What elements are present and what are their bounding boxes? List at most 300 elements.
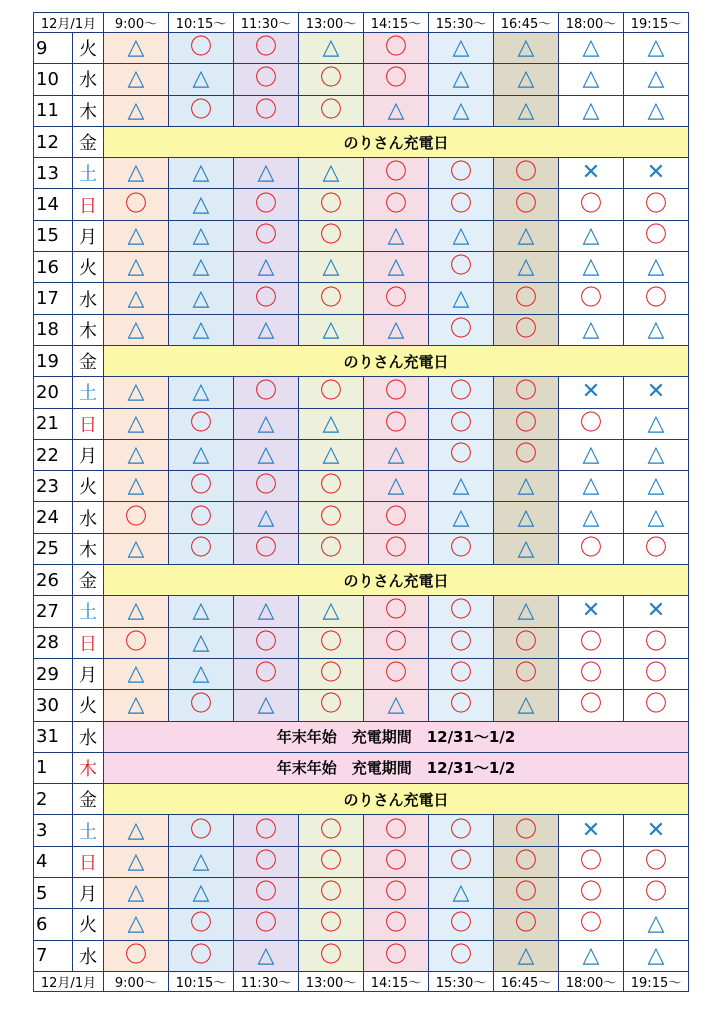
circle-mark: 〇 (559, 878, 624, 909)
weekday: 月 (73, 220, 104, 251)
triangle-mark: △ (624, 408, 689, 439)
triangle-mark: △ (494, 502, 559, 533)
circle-mark: 〇 (364, 408, 429, 439)
day-number: 20 (34, 377, 73, 408)
circle-mark: 〇 (299, 64, 364, 95)
triangle-mark: △ (169, 220, 234, 251)
charge-day-banner: のりさん充電日 (104, 126, 689, 157)
triangle-mark: △ (104, 533, 169, 564)
day-number: 11 (34, 95, 73, 126)
circle-mark: 〇 (429, 596, 494, 627)
circle-mark: 〇 (494, 158, 559, 189)
day-row (34, 784, 689, 815)
day-row (34, 658, 689, 689)
triangle-mark: △ (364, 252, 429, 283)
header-month-label: 12月/1月 (34, 13, 104, 33)
day-number: 2 (34, 784, 73, 815)
triangle-mark: △ (169, 252, 234, 283)
day-number: 7 (34, 940, 73, 971)
triangle-mark: △ (169, 658, 234, 689)
weekday: 金 (73, 126, 104, 157)
day-row (34, 940, 689, 971)
circle-mark: 〇 (494, 627, 559, 658)
circle-mark: 〇 (494, 377, 559, 408)
triangle-mark: △ (559, 940, 624, 971)
circle-mark: 〇 (234, 64, 299, 95)
weekday: 水 (73, 502, 104, 533)
triangle-mark: △ (104, 846, 169, 877)
weekday: 土 (73, 158, 104, 189)
day-number: 12 (34, 126, 73, 157)
cross-mark: ✕ (624, 377, 689, 408)
triangle-mark: △ (429, 220, 494, 251)
circle-mark: 〇 (299, 940, 364, 971)
circle-mark: 〇 (299, 815, 364, 846)
triangle-mark: △ (429, 471, 494, 502)
day-number: 26 (34, 565, 73, 596)
circle-mark: 〇 (429, 252, 494, 283)
footer-time-1: 10:15～ (169, 971, 234, 991)
day-row (34, 33, 689, 64)
day-number: 9 (34, 33, 73, 64)
weekday: 土 (73, 377, 104, 408)
day-row (34, 565, 689, 596)
circle-mark: 〇 (429, 658, 494, 689)
circle-mark: 〇 (624, 658, 689, 689)
triangle-mark: △ (624, 502, 689, 533)
circle-mark: 〇 (299, 283, 364, 314)
triangle-mark: △ (429, 878, 494, 909)
day-number: 5 (34, 878, 73, 909)
weekday: 月 (73, 439, 104, 470)
triangle-mark: △ (299, 314, 364, 345)
triangle-mark: △ (234, 940, 299, 971)
triangle-mark: △ (234, 596, 299, 627)
day-row (34, 502, 689, 533)
circle-mark: 〇 (169, 940, 234, 971)
triangle-mark: △ (429, 502, 494, 533)
day-row (34, 189, 689, 220)
footer-month-label: 12月/1月 (34, 971, 104, 991)
day-number: 25 (34, 533, 73, 564)
triangle-mark: △ (494, 533, 559, 564)
triangle-mark: △ (169, 158, 234, 189)
circle-mark: 〇 (299, 533, 364, 564)
cross-mark: ✕ (559, 596, 624, 627)
triangle-mark: △ (169, 377, 234, 408)
circle-mark: 〇 (494, 658, 559, 689)
circle-mark: 〇 (429, 377, 494, 408)
triangle-mark: △ (234, 439, 299, 470)
footer-time-2: 11:30～ (234, 971, 299, 991)
circle-mark: 〇 (299, 846, 364, 877)
day-row (34, 690, 689, 721)
circle-mark: 〇 (364, 33, 429, 64)
circle-mark: 〇 (494, 408, 559, 439)
triangle-mark: △ (364, 314, 429, 345)
triangle-mark: △ (169, 439, 234, 470)
triangle-mark: △ (104, 596, 169, 627)
circle-mark: 〇 (234, 283, 299, 314)
triangle-mark: △ (429, 283, 494, 314)
triangle-mark: △ (104, 283, 169, 314)
holiday-banner: 年末年始 充電期間 12/31～1/2 (104, 721, 689, 752)
header-time-1: 10:15～ (169, 13, 234, 33)
circle-mark: 〇 (104, 189, 169, 220)
triangle-mark: △ (234, 690, 299, 721)
triangle-mark: △ (234, 158, 299, 189)
circle-mark: 〇 (494, 815, 559, 846)
circle-mark: 〇 (494, 909, 559, 940)
circle-mark: 〇 (234, 815, 299, 846)
triangle-mark: △ (169, 64, 234, 95)
weekday: 月 (73, 878, 104, 909)
header-time-3: 13:00～ (299, 13, 364, 33)
triangle-mark: △ (494, 33, 559, 64)
header-row (34, 13, 689, 33)
day-row (34, 158, 689, 189)
weekday: 水 (73, 940, 104, 971)
circle-mark: 〇 (234, 220, 299, 251)
circle-mark: 〇 (494, 314, 559, 345)
circle-mark: 〇 (364, 377, 429, 408)
triangle-mark: △ (559, 502, 624, 533)
circle-mark: 〇 (364, 533, 429, 564)
triangle-mark: △ (624, 33, 689, 64)
day-number: 16 (34, 252, 73, 283)
circle-mark: 〇 (299, 220, 364, 251)
circle-mark: 〇 (364, 658, 429, 689)
circle-mark: 〇 (234, 471, 299, 502)
circle-mark: 〇 (624, 627, 689, 658)
circle-mark: 〇 (494, 189, 559, 220)
triangle-mark: △ (429, 64, 494, 95)
triangle-mark: △ (104, 377, 169, 408)
triangle-mark: △ (169, 283, 234, 314)
circle-mark: 〇 (234, 846, 299, 877)
triangle-mark: △ (559, 220, 624, 251)
circle-mark: 〇 (429, 627, 494, 658)
circle-mark: 〇 (429, 533, 494, 564)
triangle-mark: △ (624, 252, 689, 283)
triangle-mark: △ (104, 64, 169, 95)
circle-mark: 〇 (234, 377, 299, 408)
circle-mark: 〇 (429, 690, 494, 721)
circle-mark: 〇 (169, 33, 234, 64)
triangle-mark: △ (364, 439, 429, 470)
day-row (34, 377, 689, 408)
circle-mark: 〇 (559, 533, 624, 564)
circle-mark: 〇 (364, 596, 429, 627)
day-number: 1 (34, 752, 73, 783)
circle-mark: 〇 (299, 658, 364, 689)
circle-mark: 〇 (234, 189, 299, 220)
circle-mark: 〇 (169, 909, 234, 940)
day-row (34, 471, 689, 502)
circle-mark: 〇 (299, 878, 364, 909)
footer-time-3: 13:00～ (299, 971, 364, 991)
weekday: 日 (73, 408, 104, 439)
triangle-mark: △ (169, 596, 234, 627)
weekday: 水 (73, 283, 104, 314)
weekday: 金 (73, 565, 104, 596)
triangle-mark: △ (234, 252, 299, 283)
circle-mark: 〇 (429, 846, 494, 877)
circle-mark: 〇 (624, 189, 689, 220)
triangle-mark: △ (624, 471, 689, 502)
circle-mark: 〇 (364, 189, 429, 220)
triangle-mark: △ (234, 408, 299, 439)
header-time-8: 19:15～ (624, 13, 689, 33)
weekday: 水 (73, 721, 104, 752)
triangle-mark: △ (624, 314, 689, 345)
triangle-mark: △ (429, 33, 494, 64)
circle-mark: 〇 (429, 815, 494, 846)
triangle-mark: △ (494, 690, 559, 721)
triangle-mark: △ (559, 439, 624, 470)
day-number: 17 (34, 283, 73, 314)
triangle-mark: △ (104, 815, 169, 846)
circle-mark: 〇 (364, 627, 429, 658)
circle-mark: 〇 (429, 439, 494, 470)
circle-mark: 〇 (429, 189, 494, 220)
day-row (34, 815, 689, 846)
triangle-mark: △ (559, 95, 624, 126)
triangle-mark: △ (364, 95, 429, 126)
circle-mark: 〇 (364, 502, 429, 533)
cross-mark: ✕ (559, 815, 624, 846)
triangle-mark: △ (299, 33, 364, 64)
footer-time-0: 9:00～ (104, 971, 169, 991)
circle-mark: 〇 (299, 627, 364, 658)
circle-mark: 〇 (494, 283, 559, 314)
triangle-mark: △ (624, 909, 689, 940)
circle-mark: 〇 (559, 189, 624, 220)
circle-mark: 〇 (234, 627, 299, 658)
day-number: 10 (34, 64, 73, 95)
circle-mark: 〇 (624, 533, 689, 564)
triangle-mark: △ (299, 439, 364, 470)
circle-mark: 〇 (429, 909, 494, 940)
triangle-mark: △ (624, 940, 689, 971)
triangle-mark: △ (104, 220, 169, 251)
triangle-mark: △ (624, 64, 689, 95)
footer-time-7: 18:00～ (559, 971, 624, 991)
triangle-mark: △ (624, 95, 689, 126)
triangle-mark: △ (559, 33, 624, 64)
day-number: 24 (34, 502, 73, 533)
circle-mark: 〇 (299, 909, 364, 940)
circle-mark: 〇 (169, 502, 234, 533)
day-number: 15 (34, 220, 73, 251)
header-time-7: 18:00～ (559, 13, 624, 33)
triangle-mark: △ (104, 439, 169, 470)
triangle-mark: △ (104, 658, 169, 689)
day-number: 14 (34, 189, 73, 220)
triangle-mark: △ (104, 878, 169, 909)
circle-mark: 〇 (169, 815, 234, 846)
day-number: 18 (34, 314, 73, 345)
day-number: 19 (34, 345, 73, 376)
circle-mark: 〇 (104, 940, 169, 971)
weekday: 日 (73, 189, 104, 220)
day-row (34, 878, 689, 909)
day-row (34, 283, 689, 314)
day-row (34, 533, 689, 564)
triangle-mark: △ (364, 471, 429, 502)
triangle-mark: △ (299, 408, 364, 439)
triangle-mark: △ (494, 64, 559, 95)
day-row (34, 721, 689, 752)
circle-mark: 〇 (559, 283, 624, 314)
schedule-table (33, 12, 689, 992)
weekday: 木 (73, 533, 104, 564)
triangle-mark: △ (104, 471, 169, 502)
day-number: 30 (34, 690, 73, 721)
circle-mark: 〇 (364, 283, 429, 314)
circle-mark: 〇 (299, 95, 364, 126)
triangle-mark: △ (104, 158, 169, 189)
header-time-2: 11:30～ (234, 13, 299, 33)
triangle-mark: △ (559, 314, 624, 345)
holiday-banner: 年末年始 充電期間 12/31～1/2 (104, 752, 689, 783)
triangle-mark: △ (299, 158, 364, 189)
day-row (34, 846, 689, 877)
circle-mark: 〇 (104, 502, 169, 533)
circle-mark: 〇 (299, 502, 364, 533)
cross-mark: ✕ (624, 815, 689, 846)
triangle-mark: △ (169, 314, 234, 345)
triangle-mark: △ (104, 95, 169, 126)
triangle-mark: △ (299, 252, 364, 283)
circle-mark: 〇 (624, 690, 689, 721)
triangle-mark: △ (169, 189, 234, 220)
day-row (34, 408, 689, 439)
circle-mark: 〇 (624, 220, 689, 251)
circle-mark: 〇 (364, 909, 429, 940)
circle-mark: 〇 (104, 627, 169, 658)
day-number: 22 (34, 439, 73, 470)
triangle-mark: △ (624, 439, 689, 470)
circle-mark: 〇 (364, 846, 429, 877)
triangle-mark: △ (299, 596, 364, 627)
weekday: 木 (73, 314, 104, 345)
circle-mark: 〇 (559, 658, 624, 689)
circle-mark: 〇 (299, 377, 364, 408)
circle-mark: 〇 (169, 471, 234, 502)
circle-mark: 〇 (364, 64, 429, 95)
circle-mark: 〇 (494, 846, 559, 877)
cross-mark: ✕ (624, 158, 689, 189)
day-row (34, 252, 689, 283)
day-row (34, 596, 689, 627)
charge-day-banner: のりさん充電日 (104, 565, 689, 596)
charge-day-banner: のりさん充電日 (104, 784, 689, 815)
triangle-mark: △ (169, 627, 234, 658)
day-row (34, 95, 689, 126)
circle-mark: 〇 (494, 878, 559, 909)
triangle-mark: △ (104, 909, 169, 940)
day-number: 13 (34, 158, 73, 189)
day-row (34, 126, 689, 157)
day-number: 23 (34, 471, 73, 502)
circle-mark: 〇 (559, 846, 624, 877)
day-row (34, 314, 689, 345)
weekday: 火 (73, 909, 104, 940)
circle-mark: 〇 (624, 878, 689, 909)
circle-mark: 〇 (234, 909, 299, 940)
footer-row (34, 971, 689, 991)
weekday: 火 (73, 471, 104, 502)
triangle-mark: △ (169, 878, 234, 909)
circle-mark: 〇 (234, 658, 299, 689)
circle-mark: 〇 (429, 408, 494, 439)
weekday: 月 (73, 658, 104, 689)
triangle-mark: △ (104, 314, 169, 345)
circle-mark: 〇 (364, 815, 429, 846)
day-row (34, 627, 689, 658)
triangle-mark: △ (169, 846, 234, 877)
triangle-mark: △ (494, 940, 559, 971)
weekday: 火 (73, 33, 104, 64)
circle-mark: 〇 (429, 314, 494, 345)
circle-mark: 〇 (559, 690, 624, 721)
circle-mark: 〇 (234, 533, 299, 564)
circle-mark: 〇 (169, 690, 234, 721)
circle-mark: 〇 (624, 283, 689, 314)
triangle-mark: △ (559, 252, 624, 283)
day-row (34, 220, 689, 251)
day-row (34, 909, 689, 940)
weekday: 日 (73, 627, 104, 658)
weekday: 木 (73, 95, 104, 126)
circle-mark: 〇 (429, 158, 494, 189)
day-row (34, 64, 689, 95)
circle-mark: 〇 (624, 846, 689, 877)
circle-mark: 〇 (234, 878, 299, 909)
circle-mark: 〇 (364, 940, 429, 971)
header-time-4: 14:15～ (364, 13, 429, 33)
weekday: 日 (73, 846, 104, 877)
day-number: 3 (34, 815, 73, 846)
triangle-mark: △ (429, 95, 494, 126)
footer-time-5: 15:30～ (429, 971, 494, 991)
triangle-mark: △ (494, 471, 559, 502)
circle-mark: 〇 (169, 533, 234, 564)
day-row (34, 439, 689, 470)
circle-mark: 〇 (234, 95, 299, 126)
day-number: 27 (34, 596, 73, 627)
header-time-6: 16:45～ (494, 13, 559, 33)
circle-mark: 〇 (559, 408, 624, 439)
circle-mark: 〇 (559, 627, 624, 658)
schedule-sheet (33, 12, 689, 992)
circle-mark: 〇 (559, 909, 624, 940)
header-time-0: 9:00～ (104, 13, 169, 33)
triangle-mark: △ (494, 95, 559, 126)
triangle-mark: △ (494, 252, 559, 283)
weekday: 金 (73, 345, 104, 376)
day-number: 21 (34, 408, 73, 439)
day-number: 29 (34, 658, 73, 689)
day-row (34, 345, 689, 376)
triangle-mark: △ (234, 502, 299, 533)
circle-mark: 〇 (169, 408, 234, 439)
day-number: 4 (34, 846, 73, 877)
circle-mark: 〇 (299, 471, 364, 502)
footer-time-4: 14:15～ (364, 971, 429, 991)
weekday: 木 (73, 752, 104, 783)
